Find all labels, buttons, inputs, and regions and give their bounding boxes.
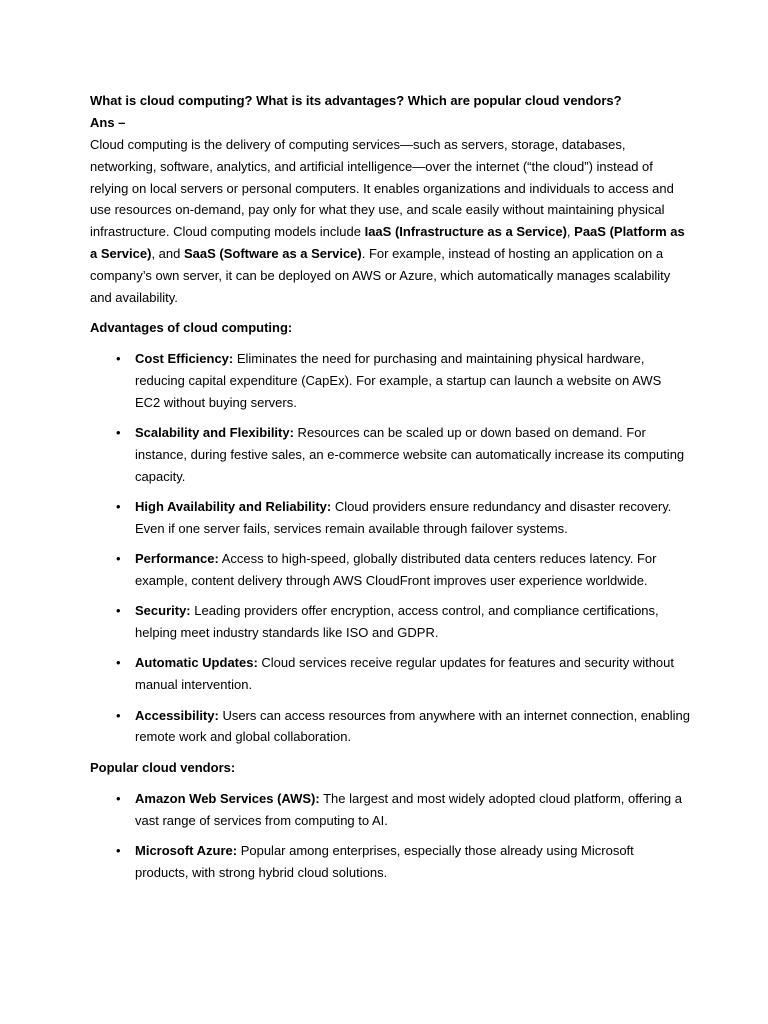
list-item-text: Cloud providers ensure redundancy and disaster recovery. Even if one server fails, services remain available through failover systems.	[135, 499, 672, 536]
intro-sep2: , and	[151, 245, 184, 261]
list-item	[90, 788, 690, 832]
list-item-text: Access to high-speed, globally distributed data centers reduces latency. For example, content delivery through AWS CloudFront improves user experience worldwide.	[135, 551, 657, 589]
list-item	[90, 496, 690, 540]
list-item-text: Resources can be scaled up or down based on demand. For instance, during festive sales, an e-commerce website can automatically increase its computing capacity.	[135, 425, 685, 484]
bullet-icon: •	[116, 843, 121, 859]
bullet-icon: •	[116, 707, 121, 723]
paas-term: PaaS (Platform as a Service)	[90, 224, 685, 261]
intro-text-part1: Cloud computing is the delivery of computing services—such as servers, storage, databases, networking, software, analytics, and artificial intelligence—over the internet (“the cloud”) instead of relying on local servers or personal computers. It enables organizations and individuals to access and use resources on-demand, pay only for what they use, and scale easily without maintaining physical infrastructure. Cloud computing models include	[90, 137, 674, 240]
list-item-term: Scalability and Flexibility:	[135, 425, 294, 441]
list-item	[90, 348, 690, 413]
bullet-icon: •	[116, 499, 121, 515]
list-item	[90, 705, 690, 749]
list-item-text: Popular among enterprises, especially those already using Microsoft products, with strong hybrid cloud solutions.	[135, 843, 634, 881]
advantages-heading: Advantages of cloud computing:	[90, 320, 293, 336]
list-item-term: High Availability and Reliability:	[135, 499, 332, 515]
question-heading: What is cloud computing? What is its advantages? Which are popular cloud vendors?	[90, 93, 622, 108]
document-page	[90, 90, 690, 893]
list-item-text: The largest and most widely adopted cloud platform, offering a vast range of services from computing to AI.	[135, 791, 682, 828]
bullet-icon: •	[116, 425, 121, 441]
intro-paragraph	[90, 134, 690, 308]
list-item-text: Leading providers offer encryption, access control, and compliance certifications, helping meet industry standards like ISO and GDPR.	[135, 603, 659, 641]
list-item-term: Cost Efficiency:	[135, 351, 234, 367]
list-item-term: Automatic Updates:	[135, 655, 258, 671]
list-item-text: Eliminates the need for purchasing and maintaining physical hardware, reducing capital expenditure (CapEx). For example, a startup can launch a website on AWS EC2 without buying servers.	[135, 351, 662, 410]
list-item-term: Amazon Web Services (AWS):	[135, 791, 320, 807]
saas-term: SaaS (Software as a Service)	[183, 245, 362, 261]
list-item-term: Accessibility:	[135, 707, 219, 723]
bullet-icon: •	[116, 351, 121, 367]
vendors-heading: Popular cloud vendors:	[90, 760, 236, 776]
iaas-term: IaaS (Infrastructure as a Service)	[364, 224, 567, 240]
list-item	[90, 652, 690, 696]
bullet-icon: •	[116, 791, 121, 807]
intro-sep1: ,	[566, 224, 575, 240]
intro-text-part2: . For example, instead of hosting an application on a company’s own server, it can be deployed on AWS or Azure, which automatically manages scalability and availability.	[90, 245, 671, 305]
bullet-icon: •	[116, 655, 121, 671]
vendors-list	[90, 788, 690, 884]
list-item-text: Users can access resources from anywhere with an internet connection, enabling remote work and global collaboration.	[135, 707, 690, 745]
bullet-icon: •	[116, 603, 121, 619]
bullet-icon: •	[116, 551, 121, 567]
list-item	[90, 840, 690, 884]
answer-label: Ans –	[90, 115, 126, 130]
list-item-term: Microsoft Azure:	[135, 843, 238, 859]
advantages-list	[90, 348, 690, 748]
list-item	[90, 548, 690, 592]
list-item-term: Performance:	[135, 551, 219, 567]
list-item	[90, 600, 690, 644]
list-item	[90, 422, 690, 487]
list-item-term: Security:	[135, 603, 191, 619]
list-item-text: Cloud services receive regular updates for features and security without manual intervention.	[135, 655, 675, 693]
